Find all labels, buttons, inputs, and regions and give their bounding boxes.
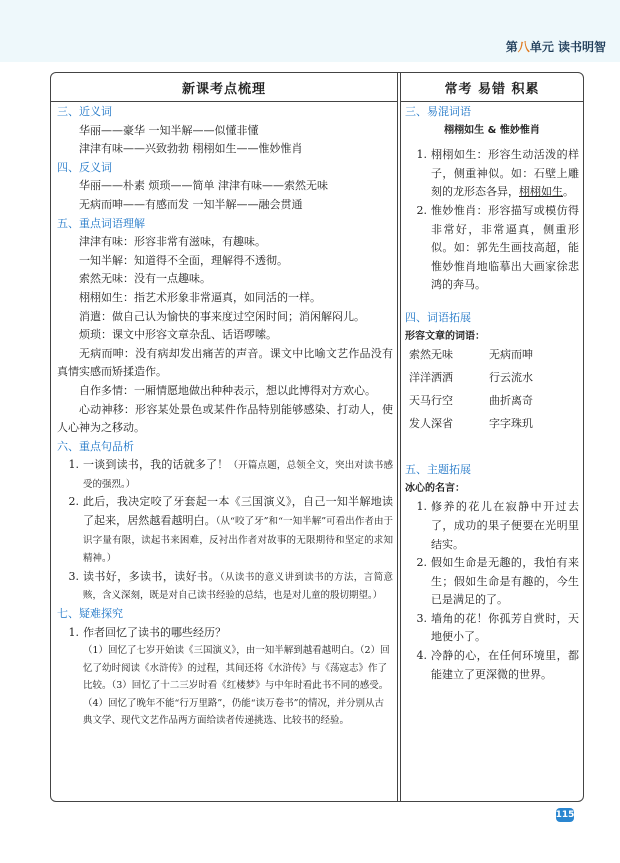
word: 字字珠玑 [489,417,533,431]
subheading: 栩栩如生 & 惟妙惟肖 [444,124,540,136]
unit-badge [506,38,606,55]
text-paragraph: 自作多情：一厢情愿地做出种种表示，想以此博得对方欢心。 [79,383,376,397]
sentence: 一谈到读书，我的话就多了！ [83,458,229,472]
sentence: 此后，我决定咬了牙套起一本《三国演义》，自己一知半解地读了起来，居然越看越明白。 [83,495,393,528]
quote-text: 假如生命是无趣的，我怕有来生；假如生命是有趣的，今生已是满足的了。 [431,556,579,607]
item-number: 1. [416,148,427,162]
word: 发人深省 [409,417,453,431]
text-line: 津津有味：形容非常有滋味，有趣味。 [79,235,266,249]
subheading: 冰心的名言： [405,482,465,494]
unit-title: 单元 读书明智 [529,40,606,54]
item-number: 2. [416,556,427,570]
page-number: 115 [555,810,575,820]
item-number: 2. [68,495,79,509]
item-text-end: 。 [563,185,574,199]
left-column-title: 新课考点梳理 [51,73,397,102]
column-divider [397,73,398,801]
text-line: 烦琐：课文中形容文章杂乱、话语啰嗦。 [79,328,277,342]
answer-text: （1）回忆了七岁开始读《三国演义》，由一知半解到越看越明白。（2）回忆了幼时阅读《水浒传》的过程，其间还将《水浒传》与《荡寇志》作了比较。（3）回忆了十二三岁时看《红楼梦》与中年时看此书不同的感受。（4）回忆了晚年不能“行万里路”，仍能“读万卷书”的情况，并分别从古典文学、现代文艺作品两方面给读者传递挑选、比较书的经验。 [83,645,390,727]
item-number: 1. [68,625,79,639]
text-paragraph: 心动神移：形容某处景色或某件作品特别能够感染、打动人，使人心神为之移动。 [57,402,393,435]
item-number: 2. [416,203,427,217]
text-line: 一知半解：知道得不全面，理解得不透彻。 [79,253,288,267]
sentence: 读书好，多读书，读好书。 [83,569,220,583]
text-line: 消遣：做自己认为愉快的事来度过空闲时间；消闲解闷儿。 [79,309,365,323]
section-heading: 五、主题拓展 [405,463,471,477]
text-paragraph: 无病而呻：没有病却发出痛苦的声音。课文中比喻文艺作品没有真情实感而矫揉造作。 [57,346,393,379]
list-item [405,202,579,295]
section-heading: 四、词语拓展 [405,310,471,324]
content-box [50,72,584,802]
right-column [405,103,579,684]
item-number: 4. [416,649,427,663]
list-item [57,493,393,567]
item-number: 1. [68,458,79,472]
text-line: 栩栩如生：指艺术形象非常逼真，如同活的一样。 [79,290,321,304]
word: 行云流水 [489,371,533,385]
word: 索然无味 [409,348,453,362]
text-line: 华丽——豪华 一知半解——似懂非懂 [79,123,259,137]
list-item [405,647,579,684]
question-item [57,624,393,643]
section-heading: 五、重点词语理解 [57,216,145,230]
unit-number: 八 [517,40,530,54]
list-item [405,610,579,647]
section-heading: 三、易混词语 [405,105,471,118]
quote-text: 冷静的心，在任何环境里，都能建立了更深微的世界。 [431,649,579,681]
column-divider-inner [400,73,401,801]
text-line: 津津有味——兴致勃勃 栩栩如生——惟妙惟肖 [79,142,303,156]
item-number: 3. [416,611,427,625]
word: 无病而呻 [489,348,533,362]
list-item [405,498,579,554]
sentence-note: （开篇点题，总领全文，突出对读书感受的强烈。） [83,460,393,490]
item-number: 1. [416,500,427,514]
section-heading: 六、重点句品析 [57,439,134,453]
question-text: 作者回忆了读书的哪些经历？ [83,625,226,639]
list-item [57,568,393,605]
text-line: 无病而呻——有感而发 一知半解——融会贯通 [79,197,303,211]
unit-prefix: 第 [505,40,518,54]
word: 洋洋洒洒 [409,371,453,385]
list-item [405,554,579,610]
list-item [57,456,393,493]
right-column-title: 常考 易错 积累 [401,73,583,102]
sentence-note: （从“咬了牙”和“一知半解”可看出作者由于识字量有限，读起书来困难，反衬出作者对故事的无限期待和坚定的求知精神。） [83,516,393,565]
quote-text: 修养的花儿在寂静中开过去了，成功的果子便要在光明里结实。 [431,500,579,551]
section-heading: 七、疑难探究 [57,607,123,621]
word-grid [405,346,579,433]
word: 天马行空 [409,394,453,408]
item-text: 惟妙惟肖：形容描写或模仿得非常好，非常逼真，侧重形似。如：郭先生画技高超，能惟妙惟肖地临摹出大画家徐悲鸿的奔马。 [431,203,579,292]
text-line: 华丽——朴素 烦琐——简单 津津有味——索然无味 [79,179,328,193]
quote-text: 墙角的花！你孤芳自赏时，天地便小了。 [431,611,579,644]
list-item [405,146,579,202]
section-heading: 四、反义词 [57,160,112,174]
underlined-term: 栩栩如生 [519,185,563,199]
sentence-note: （从读书的意义讲到读书的方法，言简意赅，含义深刻，既是对自己读书经验的总结，也是对儿童的殷切期望。） [83,571,393,602]
word: 曲折离奇 [489,394,533,408]
subheading: 形容文章的词语： [405,330,485,342]
section-heading: 三、近义词 [57,105,112,118]
item-text: 栩栩如生：形容生动活泼的样子，侧重神似。如：石壁上雕刻的龙形态各异， [431,148,579,199]
text-line: 索然无味：没有一点趣味。 [79,272,211,286]
item-number: 3. [68,569,79,583]
left-column [57,103,393,730]
